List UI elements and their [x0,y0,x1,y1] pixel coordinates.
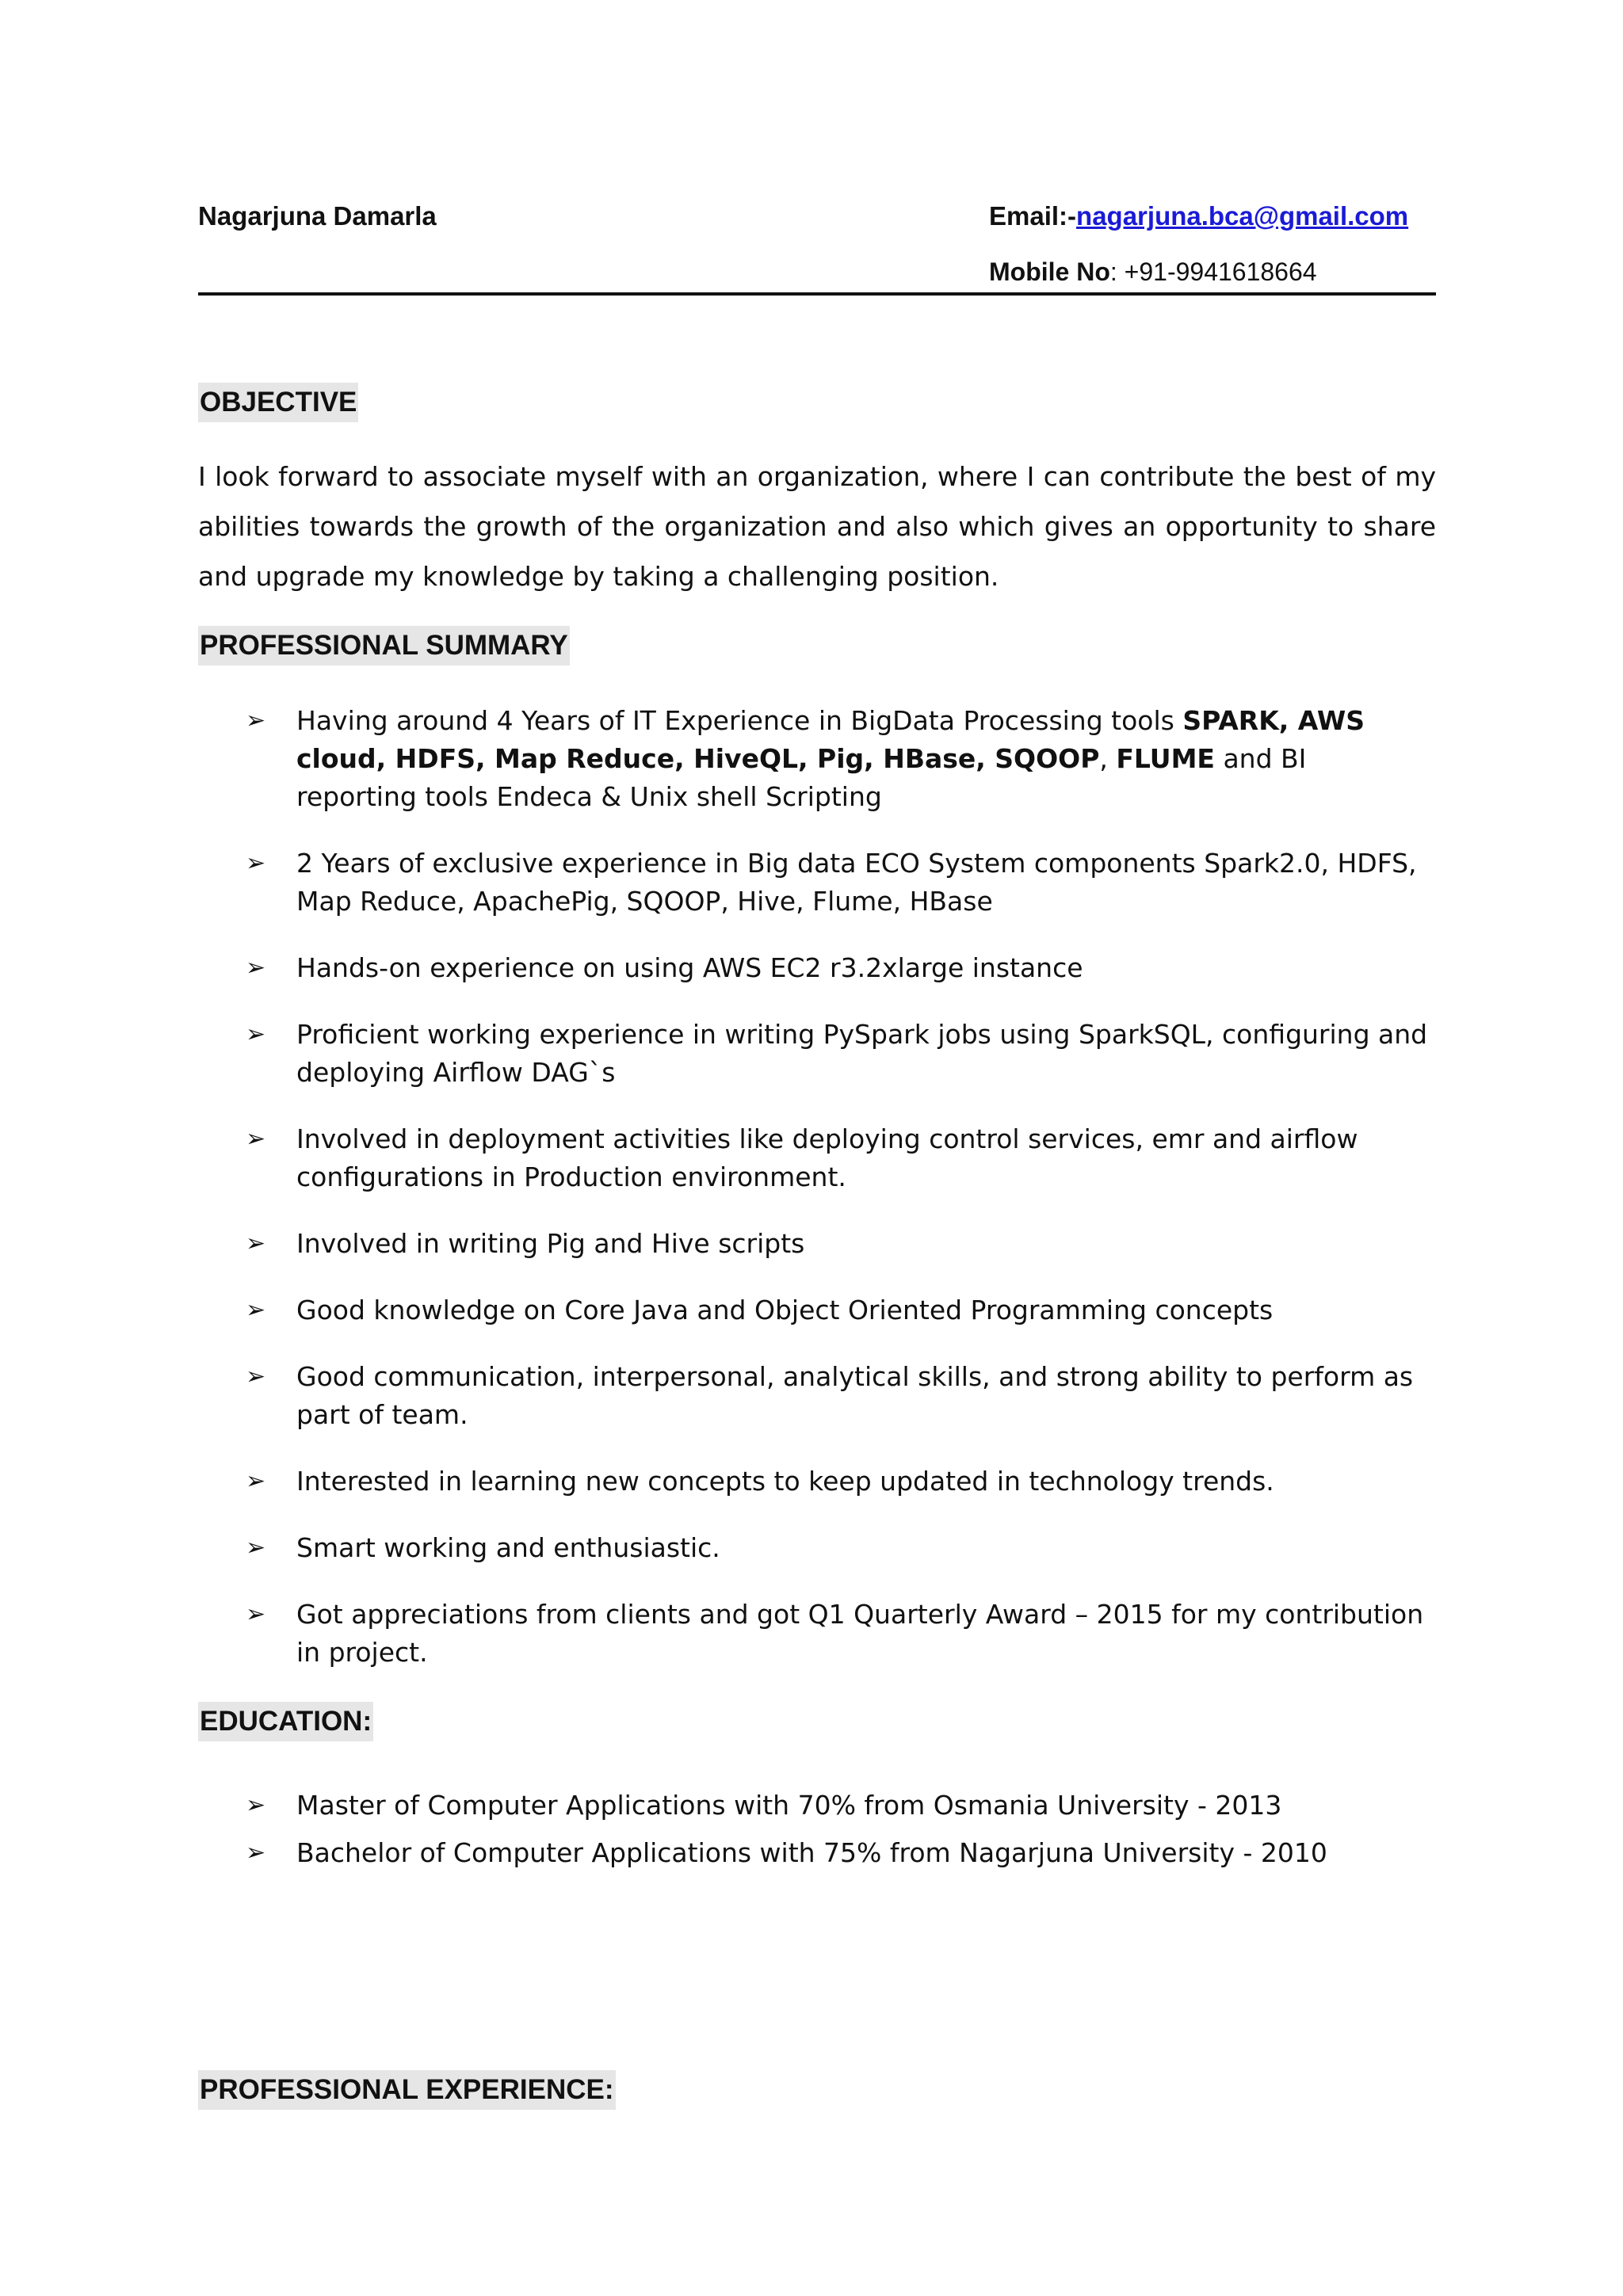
arrow-bullet-icon: ➢ [246,1791,266,1819]
item-text: Smart working and enthusiastic. [296,1532,720,1563]
item-comma: , [1099,743,1117,774]
item-text: Bachelor of Computer Applications with 75% from Nagarjuna University - 2010 [296,1837,1327,1868]
item-text: 2 Years of exclusive experience in Big data ECO System components Spark2.0, HDFS, Map Reduce, ApachePig, SQOOP, Hive, Flume, HBase [296,848,1417,917]
list-item [246,845,1434,921]
list-item [246,1834,1434,1872]
arrow-bullet-icon: ➢ [246,1600,266,1628]
item-text: Involved in deployment activities like deploying control services, emr and airflow configurations in Production environment. [296,1123,1358,1192]
list-item [246,949,1434,987]
item-text: Good knowledge on Core Java and Object Oriented Programming concepts [296,1295,1274,1325]
item-text: Having around 4 Years of IT Experience in BigData Processing tools [296,705,1183,736]
item-text: Proficient working experience in writing PySpark jobs using SparkSQL, configuring and deploying Airflow DAG`s [296,1019,1428,1088]
arrow-bullet-icon: ➢ [246,849,266,877]
candidate-name: Nagarjuna Damarla [198,201,437,231]
email-line [989,198,1408,235]
objective-heading: OBJECTIVE [198,383,358,422]
item-text: Interested in learning new concepts to keep updated in technology trends. [296,1466,1274,1497]
arrow-bullet-icon: ➢ [246,1125,266,1153]
list-item [246,1358,1434,1434]
arrow-bullet-icon: ➢ [246,1467,266,1495]
education-list [246,1787,1434,1882]
list-item [246,702,1434,816]
list-item [246,1120,1434,1196]
item-bold-tools: SPARK, AWS cloud, HDFS, Map Reduce, HiveQL, Pig, HBase, SQOOP [296,705,1365,774]
list-item [246,1225,1434,1263]
summary-heading: PROFESSIONAL SUMMARY [198,626,570,666]
item-bold-flume: FLUME [1116,743,1215,774]
list-item [246,1596,1434,1672]
list-item [246,1529,1434,1567]
item-text: Got appreciations from clients and got Q1 Quarterly Award – 2015 for my contribution in project. [296,1599,1424,1668]
arrow-bullet-icon: ➢ [246,1296,266,1324]
objective-text: I look forward to associate myself with an organization, where I can contribute the best of my abilities towards the growth of the organization and also which gives an opportunity to share and upgrade my knowledge by taking a challenging position. [198,461,1436,592]
mobile-number: +91-9941618664 [1124,257,1317,286]
list-item [246,1463,1434,1501]
summary-list [246,702,1434,1700]
education-heading: EDUCATION: [198,1702,373,1741]
mobile-label: Mobile No [989,257,1110,286]
list-item [246,1016,1434,1092]
arrow-bullet-icon: ➢ [246,954,266,982]
list-item [246,1787,1434,1825]
email-label: Email:- [989,201,1077,231]
item-text: Master of Computer Applications with 70% from Osmania University - 2013 [296,1790,1282,1821]
list-item [246,1291,1434,1329]
arrow-bullet-icon: ➢ [246,1230,266,1257]
experience-heading: PROFESSIONAL EXPERIENCE: [198,2070,616,2110]
mobile-line [989,254,1317,290]
arrow-bullet-icon: ➢ [246,1534,266,1562]
arrow-bullet-icon: ➢ [246,1020,266,1048]
item-text: Good communication, interpersonal, analytical skills, and strong ability to perform as part of team. [296,1361,1414,1430]
item-text: Involved in writing Pig and Hive scripts [296,1228,805,1259]
header-divider [198,292,1436,296]
arrow-bullet-icon: ➢ [246,1839,266,1867]
arrow-bullet-icon: ➢ [246,707,266,734]
arrow-bullet-icon: ➢ [246,1363,266,1390]
mobile-separator: : [1109,257,1125,286]
item-text-after: and BI reporting tools Endeca & Unix shell Scripting [296,743,1307,812]
item-text: Hands-on experience on using AWS EC2 r3.2xlarge instance [296,952,1083,983]
email-link[interactable]: nagarjuna.bca@gmail.com [1076,201,1409,231]
